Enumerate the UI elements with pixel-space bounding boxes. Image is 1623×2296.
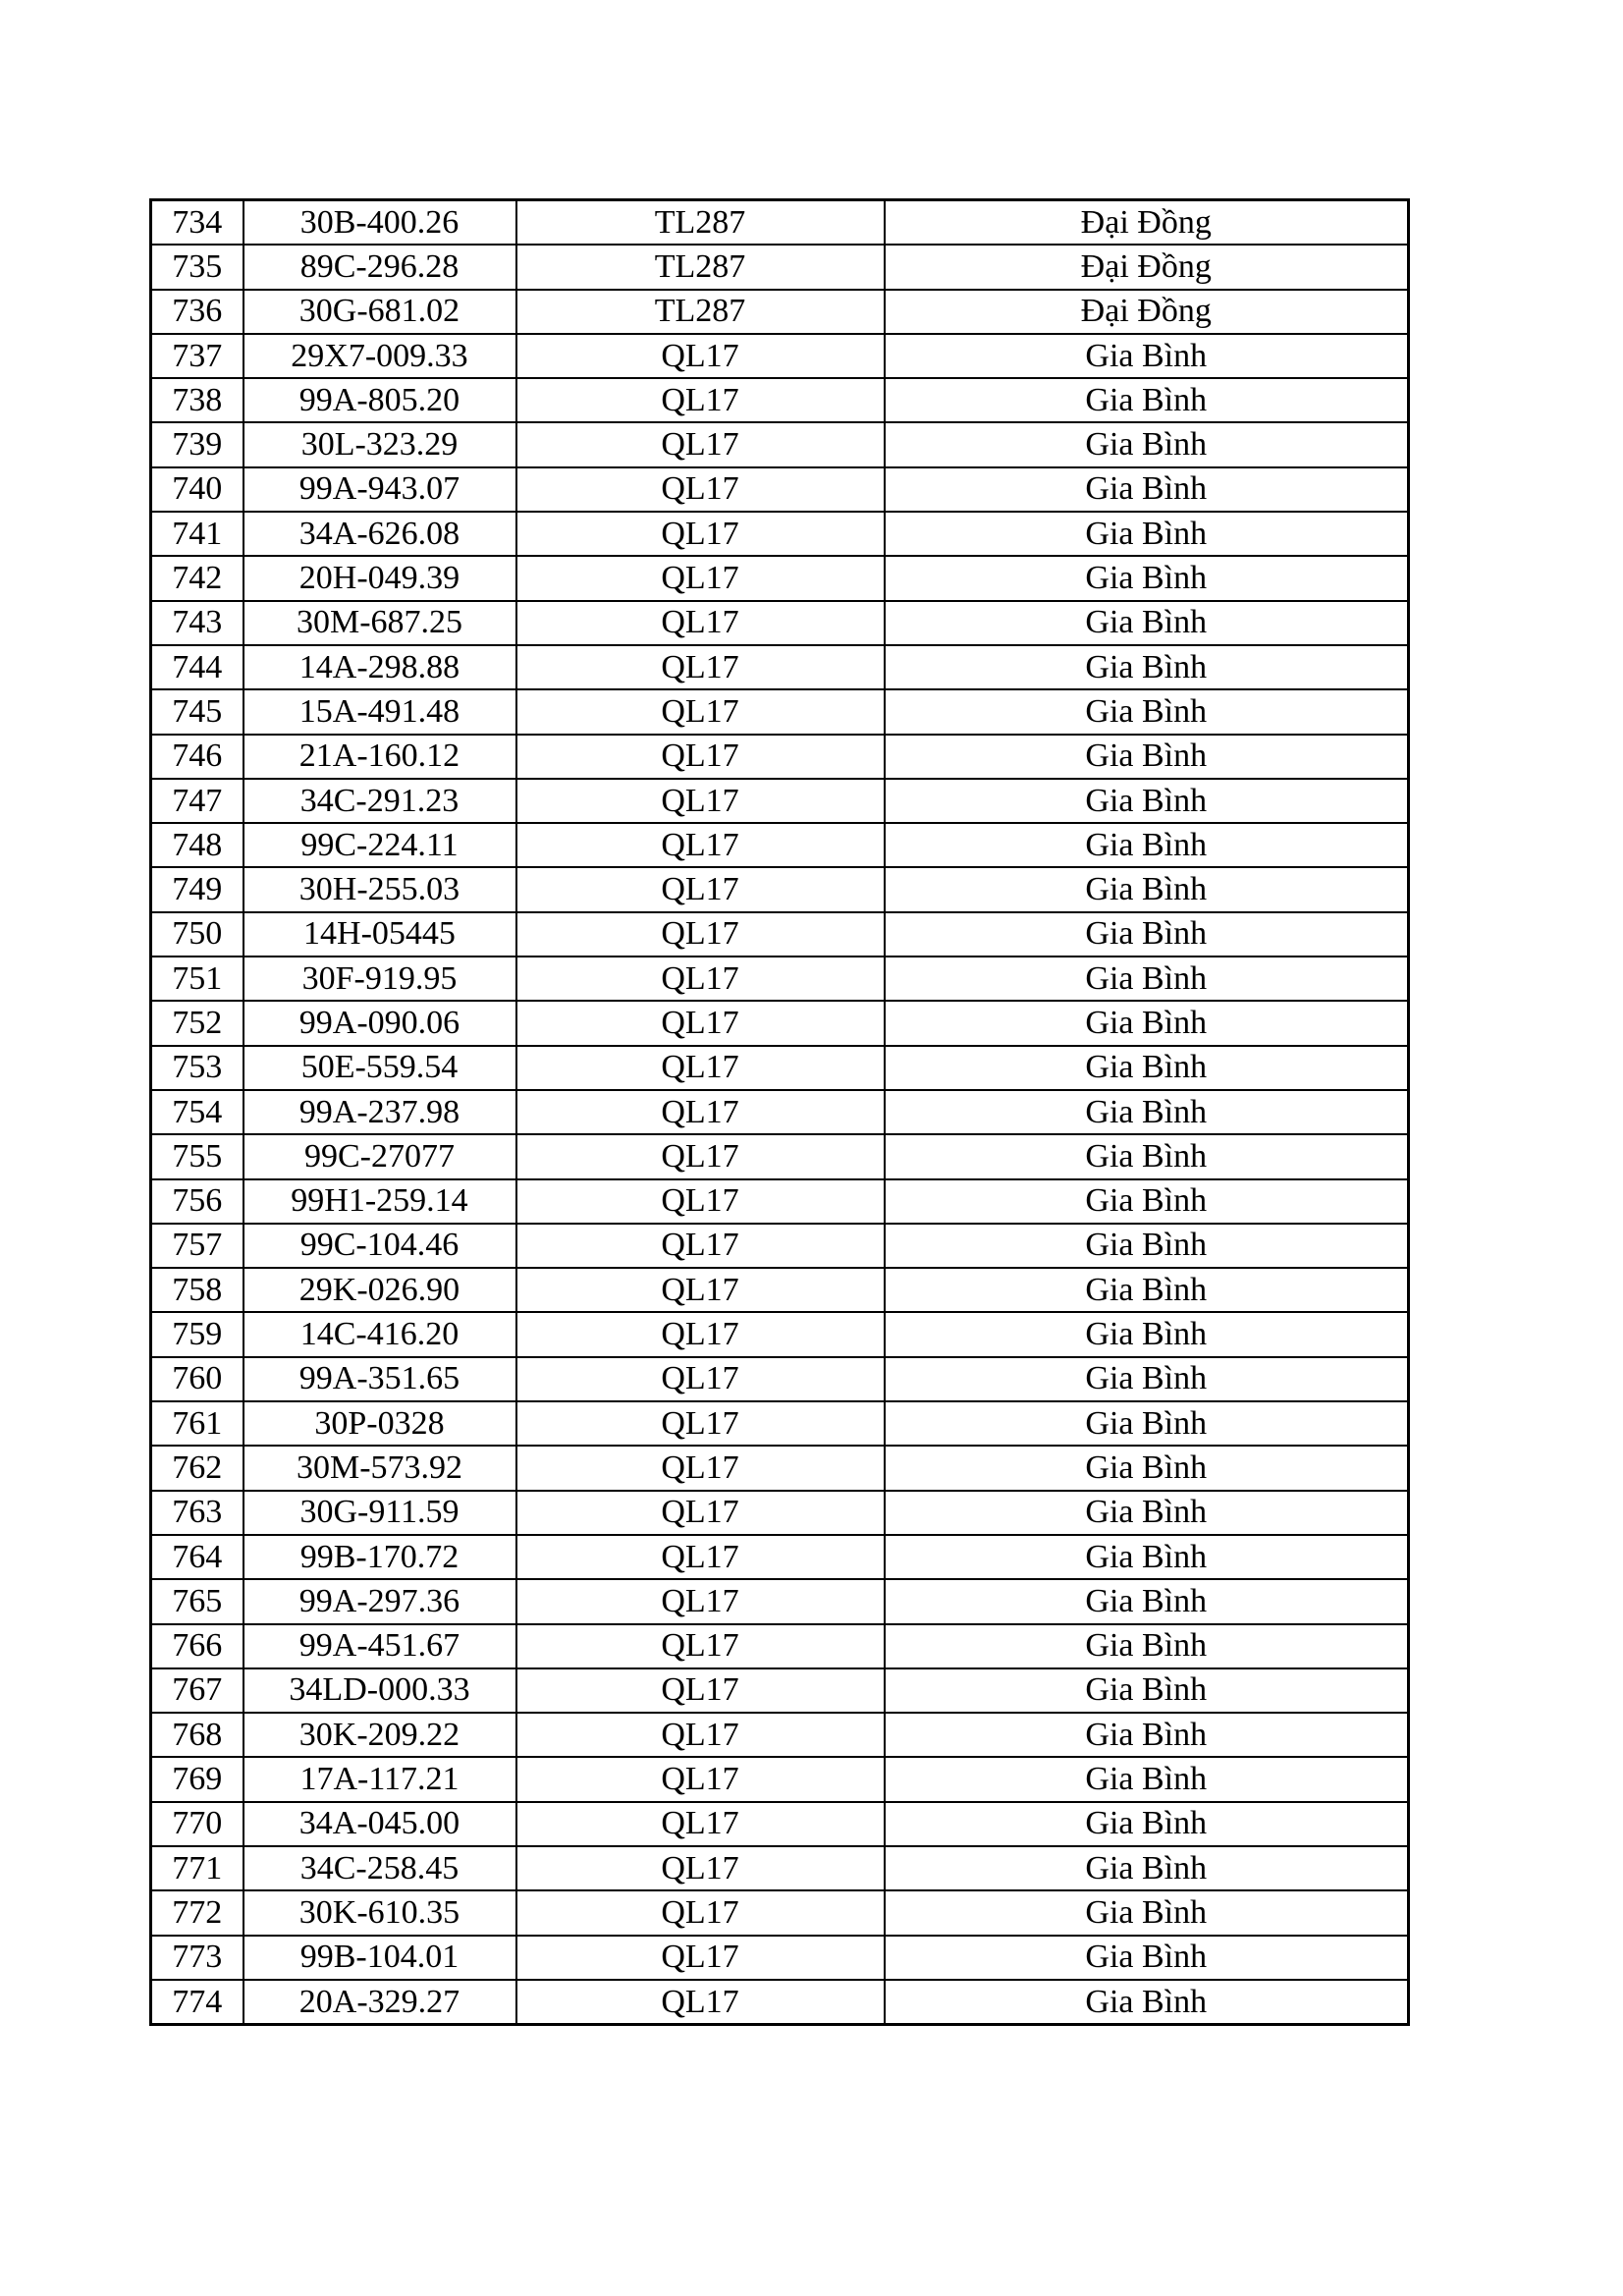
row-number-cell: 757: [151, 1224, 243, 1268]
area-cell: Gia Bình: [885, 1757, 1409, 1801]
area-cell: Gia Bình: [885, 1046, 1409, 1090]
area-cell: Gia Bình: [885, 422, 1409, 466]
table-row: [151, 512, 1409, 556]
route-cell: QL17: [516, 1668, 885, 1713]
area-cell: Gia Bình: [885, 378, 1409, 422]
row-number-cell: 768: [151, 1713, 243, 1757]
area-cell: Gia Bình: [885, 1936, 1409, 1980]
area-cell: Gia Bình: [885, 1224, 1409, 1268]
table-row: [151, 867, 1409, 911]
route-cell: QL17: [516, 601, 885, 645]
license-plate-cell: 30F-919.95: [243, 957, 516, 1001]
area-cell: Gia Bình: [885, 1134, 1409, 1178]
license-plate-cell: 14C-416.20: [243, 1312, 516, 1356]
license-plate-cell: 14A-298.88: [243, 645, 516, 689]
row-number-cell: 761: [151, 1401, 243, 1446]
route-cell: QL17: [516, 1224, 885, 1268]
license-plate-cell: 30K-610.35: [243, 1890, 516, 1935]
area-cell: Gia Bình: [885, 1535, 1409, 1579]
license-plate-cell: 99A-451.67: [243, 1624, 516, 1668]
license-plate-cell: 20A-329.27: [243, 1980, 516, 2025]
license-plate-cell: 99A-237.98: [243, 1090, 516, 1134]
table-row: [151, 779, 1409, 823]
table-row: [151, 245, 1409, 289]
row-number-cell: 744: [151, 645, 243, 689]
row-number-cell: 762: [151, 1446, 243, 1490]
route-cell: QL17: [516, 957, 885, 1001]
route-cell: QL17: [516, 1401, 885, 1446]
route-cell: QL17: [516, 512, 885, 556]
area-cell: Đại Đồng: [885, 245, 1409, 289]
row-number-cell: 773: [151, 1936, 243, 1980]
table-row: [151, 1446, 1409, 1490]
table-row: [151, 467, 1409, 512]
area-cell: Gia Bình: [885, 1579, 1409, 1623]
row-number-cell: 736: [151, 290, 243, 334]
table-body: [151, 200, 1409, 2025]
row-number-cell: 765: [151, 1579, 243, 1623]
row-number-cell: 758: [151, 1268, 243, 1312]
table-row: [151, 912, 1409, 957]
row-number-cell: 746: [151, 735, 243, 779]
table-row: [151, 1224, 1409, 1268]
route-cell: QL17: [516, 1090, 885, 1134]
area-cell: Gia Bình: [885, 645, 1409, 689]
row-number-cell: 766: [151, 1624, 243, 1668]
row-number-cell: 741: [151, 512, 243, 556]
route-cell: QL17: [516, 1936, 885, 1980]
row-number-cell: 742: [151, 556, 243, 600]
table-row: [151, 1936, 1409, 1980]
table-row: [151, 645, 1409, 689]
license-plate-cell: 30L-323.29: [243, 422, 516, 466]
row-number-cell: 769: [151, 1757, 243, 1801]
area-cell: Gia Bình: [885, 601, 1409, 645]
area-cell: Gia Bình: [885, 1446, 1409, 1490]
table-row: [151, 378, 1409, 422]
route-cell: QL17: [516, 1579, 885, 1623]
area-cell: Gia Bình: [885, 1001, 1409, 1045]
area-cell: Gia Bình: [885, 1802, 1409, 1846]
license-plate-cell: 50E-559.54: [243, 1046, 516, 1090]
area-cell: Gia Bình: [885, 735, 1409, 779]
row-number-cell: 770: [151, 1802, 243, 1846]
license-plate-cell: 30M-573.92: [243, 1446, 516, 1490]
row-number-cell: 743: [151, 601, 243, 645]
area-cell: Gia Bình: [885, 1312, 1409, 1356]
license-plate-cell: 99A-943.07: [243, 467, 516, 512]
table-row: [151, 601, 1409, 645]
table-row: [151, 422, 1409, 466]
row-number-cell: 753: [151, 1046, 243, 1090]
route-cell: QL17: [516, 1179, 885, 1224]
route-cell: QL17: [516, 1357, 885, 1401]
license-plate-cell: 30K-209.22: [243, 1713, 516, 1757]
license-plate-cell: 30M-687.25: [243, 601, 516, 645]
license-plate-cell: 21A-160.12: [243, 735, 516, 779]
license-plate-cell: 29K-026.90: [243, 1268, 516, 1312]
area-cell: Gia Bình: [885, 912, 1409, 957]
row-number-cell: 763: [151, 1491, 243, 1535]
route-cell: TL287: [516, 290, 885, 334]
row-number-cell: 759: [151, 1312, 243, 1356]
license-plate-cell: 99A-351.65: [243, 1357, 516, 1401]
row-number-cell: 771: [151, 1846, 243, 1890]
license-plate-cell: 34LD-000.33: [243, 1668, 516, 1713]
table-row: [151, 1668, 1409, 1713]
license-plate-cell: 30H-255.03: [243, 867, 516, 911]
table-row: [151, 1179, 1409, 1224]
route-cell: QL17: [516, 1312, 885, 1356]
row-number-cell: 749: [151, 867, 243, 911]
route-cell: QL17: [516, 378, 885, 422]
license-plate-cell: 99A-805.20: [243, 378, 516, 422]
area-cell: Gia Bình: [885, 823, 1409, 867]
area-cell: Gia Bình: [885, 1980, 1409, 2025]
license-plate-cell: 34C-258.45: [243, 1846, 516, 1890]
table-row: [151, 200, 1409, 246]
route-cell: QL17: [516, 912, 885, 957]
route-cell: QL17: [516, 867, 885, 911]
route-cell: QL17: [516, 1446, 885, 1490]
route-cell: TL287: [516, 200, 885, 246]
table-row: [151, 1890, 1409, 1935]
row-number-cell: 764: [151, 1535, 243, 1579]
area-cell: Gia Bình: [885, 1668, 1409, 1713]
route-cell: QL17: [516, 1890, 885, 1935]
area-cell: Gia Bình: [885, 1268, 1409, 1312]
license-plate-cell: 99A-090.06: [243, 1001, 516, 1045]
row-number-cell: 755: [151, 1134, 243, 1178]
table-row: [151, 1491, 1409, 1535]
row-number-cell: 767: [151, 1668, 243, 1713]
table-row: [151, 290, 1409, 334]
route-cell: QL17: [516, 779, 885, 823]
license-plate-cell: 17A-117.21: [243, 1757, 516, 1801]
row-number-cell: 751: [151, 957, 243, 1001]
route-cell: QL17: [516, 1713, 885, 1757]
license-plate-cell: 30P-0328: [243, 1401, 516, 1446]
license-plate-cell: 20H-049.39: [243, 556, 516, 600]
table-row: [151, 1713, 1409, 1757]
row-number-cell: 747: [151, 779, 243, 823]
license-plate-cell: 15A-491.48: [243, 689, 516, 734]
license-plate-cell: 29X7-009.33: [243, 334, 516, 378]
area-cell: Gia Bình: [885, 1357, 1409, 1401]
route-cell: QL17: [516, 467, 885, 512]
area-cell: Gia Bình: [885, 512, 1409, 556]
route-cell: QL17: [516, 1268, 885, 1312]
area-cell: Gia Bình: [885, 1179, 1409, 1224]
license-plate-cell: 99C-27077: [243, 1134, 516, 1178]
route-cell: QL17: [516, 1757, 885, 1801]
area-cell: Gia Bình: [885, 334, 1409, 378]
row-number-cell: 772: [151, 1890, 243, 1935]
row-number-cell: 745: [151, 689, 243, 734]
table-row: [151, 1624, 1409, 1668]
route-cell: QL17: [516, 1535, 885, 1579]
area-cell: Gia Bình: [885, 556, 1409, 600]
area-cell: Gia Bình: [885, 779, 1409, 823]
license-plate-cell: 99B-170.72: [243, 1535, 516, 1579]
table-row: [151, 1535, 1409, 1579]
area-cell: Gia Bình: [885, 957, 1409, 1001]
area-cell: Gia Bình: [885, 1846, 1409, 1890]
row-number-cell: 737: [151, 334, 243, 378]
table-row: [151, 735, 1409, 779]
row-number-cell: 760: [151, 1357, 243, 1401]
area-cell: Gia Bình: [885, 1624, 1409, 1668]
license-plate-cell: 34A-045.00: [243, 1802, 516, 1846]
license-plate-cell: 14H-05445: [243, 912, 516, 957]
area-cell: Gia Bình: [885, 1401, 1409, 1446]
row-number-cell: 756: [151, 1179, 243, 1224]
area-cell: Gia Bình: [885, 1491, 1409, 1535]
route-cell: QL17: [516, 1846, 885, 1890]
route-cell: QL17: [516, 1046, 885, 1090]
route-cell: QL17: [516, 689, 885, 734]
route-cell: QL17: [516, 1001, 885, 1045]
row-number-cell: 754: [151, 1090, 243, 1134]
row-number-cell: 752: [151, 1001, 243, 1045]
area-cell: Đại Đồng: [885, 200, 1409, 246]
route-cell: QL17: [516, 1624, 885, 1668]
route-cell: QL17: [516, 556, 885, 600]
area-cell: Gia Bình: [885, 467, 1409, 512]
license-plate-cell: 99C-104.46: [243, 1224, 516, 1268]
area-cell: Đại Đồng: [885, 290, 1409, 334]
row-number-cell: 734: [151, 200, 243, 246]
table-row: [151, 1980, 1409, 2025]
table-row: [151, 1579, 1409, 1623]
table-row: [151, 1046, 1409, 1090]
table-row: [151, 1802, 1409, 1846]
route-cell: QL17: [516, 1802, 885, 1846]
table-row: [151, 556, 1409, 600]
route-cell: QL17: [516, 334, 885, 378]
table-row: [151, 823, 1409, 867]
area-cell: Gia Bình: [885, 867, 1409, 911]
area-cell: Gia Bình: [885, 689, 1409, 734]
license-plate-cell: 99C-224.11: [243, 823, 516, 867]
license-plate-cell: 99H1-259.14: [243, 1179, 516, 1224]
table-row: [151, 1312, 1409, 1356]
table-row: [151, 689, 1409, 734]
license-plate-cell: 30B-400.26: [243, 200, 516, 246]
area-cell: Gia Bình: [885, 1890, 1409, 1935]
row-number-cell: 735: [151, 245, 243, 289]
table-row: [151, 1090, 1409, 1134]
row-number-cell: 774: [151, 1980, 243, 2025]
license-plate-cell: 30G-681.02: [243, 290, 516, 334]
route-cell: QL17: [516, 1491, 885, 1535]
row-number-cell: 748: [151, 823, 243, 867]
license-plate-cell: 89C-296.28: [243, 245, 516, 289]
license-plate-cell: 99A-297.36: [243, 1579, 516, 1623]
route-cell: QL17: [516, 823, 885, 867]
route-cell: QL17: [516, 422, 885, 466]
vehicle-violation-table: [149, 198, 1410, 2026]
route-cell: QL17: [516, 645, 885, 689]
area-cell: Gia Bình: [885, 1713, 1409, 1757]
table-row: [151, 1268, 1409, 1312]
route-cell: QL17: [516, 1134, 885, 1178]
license-plate-cell: 34C-291.23: [243, 779, 516, 823]
license-plate-cell: 99B-104.01: [243, 1936, 516, 1980]
table-row: [151, 1357, 1409, 1401]
route-cell: QL17: [516, 1980, 885, 2025]
row-number-cell: 740: [151, 467, 243, 512]
table-row: [151, 1001, 1409, 1045]
table-row: [151, 1401, 1409, 1446]
row-number-cell: 738: [151, 378, 243, 422]
row-number-cell: 739: [151, 422, 243, 466]
route-cell: QL17: [516, 735, 885, 779]
route-cell: TL287: [516, 245, 885, 289]
license-plate-cell: 30G-911.59: [243, 1491, 516, 1535]
area-cell: Gia Bình: [885, 1090, 1409, 1134]
table-row: [151, 957, 1409, 1001]
table-row: [151, 1846, 1409, 1890]
row-number-cell: 750: [151, 912, 243, 957]
license-plate-cell: 34A-626.08: [243, 512, 516, 556]
table-row: [151, 334, 1409, 378]
table-row: [151, 1134, 1409, 1178]
table-row: [151, 1757, 1409, 1801]
